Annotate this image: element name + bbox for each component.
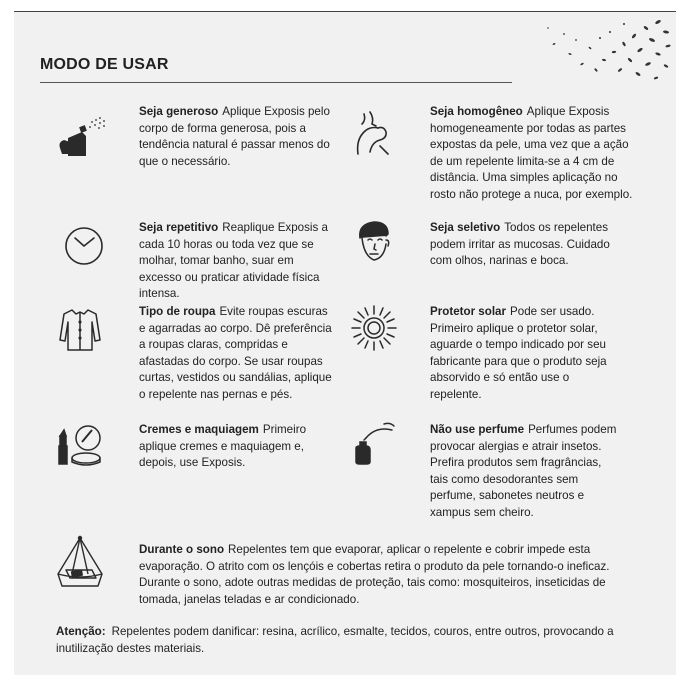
item-text: Evite roupas escuras e agarradas ao corpo. Dê preferência a roupas claras, compridas e afastadas do corpo. Se usar roupas curtas, vestidos ou sandálias, aplique o repelente nas pernas e pés. bbox=[139, 305, 332, 401]
list-item bbox=[430, 422, 622, 521]
mosquito-net-icon bbox=[52, 534, 108, 590]
list-item bbox=[139, 304, 335, 403]
list-item bbox=[139, 422, 335, 472]
perfume-bottle-icon bbox=[346, 414, 402, 470]
item-text: Todos os repelentes podem irritar as mucosas. Cuidado com olhos, narinas e boca. bbox=[430, 221, 610, 267]
item-text: Aplique Exposis homogeneamente por todas as partes expostas da pele, uma vez que a ação de um repelente limita-se a 4 cm de distância. Uma simples aplicação no rosto não protege a nuca, por exemplo. bbox=[430, 105, 633, 201]
item-heading: Seja repetitivo bbox=[139, 221, 219, 234]
item-heading: Seja generoso bbox=[139, 105, 219, 118]
item-heading: Não use perfume bbox=[430, 423, 525, 436]
item-heading: Seja homogêneo bbox=[430, 105, 523, 118]
item-text: Perfumes podem provocar alergias e atrair insetos. Prefira produtos sem fragrâncias, tais como desodorantes sem perfume, sabonetes neutros e xampus sem cheiro. bbox=[430, 423, 617, 519]
item-text: Pode ser usado. Primeiro aplique o protetor solar, aguarde o tempo indicado por seu fabricante para que o produto seja absorvido e só então use o repelente. bbox=[430, 305, 607, 401]
sun-icon bbox=[346, 300, 402, 356]
face-icon bbox=[346, 214, 402, 270]
attention-text: Repelentes podem danificar: resina, acrílico, esmalte, tecidos, couros, entre outros, provocando a inutilização destes materiais. bbox=[56, 625, 614, 655]
item-heading: Protetor solar bbox=[430, 305, 507, 318]
section-title: MODO DE USAR bbox=[40, 56, 169, 73]
list-item bbox=[430, 104, 634, 203]
shirt-icon bbox=[52, 300, 108, 356]
list-item bbox=[139, 220, 335, 303]
item-text: Aplique Exposis pelo corpo de forma generosa, pois a tendência natural é passar menos do que o necessário. bbox=[139, 105, 330, 168]
scattered-leaves-decoration bbox=[540, 14, 676, 84]
clock-icon bbox=[56, 216, 112, 272]
list-item bbox=[139, 542, 643, 608]
title-divider bbox=[40, 82, 512, 83]
item-heading: Tipo de roupa bbox=[139, 305, 216, 318]
item-text: Primeiro aplique cremes e maquiagem e, depois, use Exposis. bbox=[139, 423, 307, 469]
item-text: Repelentes tem que evaporar, aplicar o repelente e cobrir impede esta evaporação. O atrito com os lençóis e cobertas retira o produto da pele tornando-o ineficaz. Durante o sono, adote outras medidas de proteção, tais como: mosquiteiros, inseticidas de tomada, janelas teladas e ar condicionado. bbox=[139, 543, 610, 606]
item-text: Reaplique Exposis a cada 10 horas ou toda vez que se molhar, tomar banho, suar em excesso ou praticar atividade física intensa. bbox=[139, 221, 328, 300]
arm-applying-icon bbox=[344, 104, 400, 160]
makeup-icon bbox=[52, 416, 108, 472]
item-heading: Seja seletivo bbox=[430, 221, 501, 234]
attention-note bbox=[56, 624, 646, 657]
list-item bbox=[139, 104, 335, 170]
list-item bbox=[430, 220, 634, 270]
attention-label: Atenção: bbox=[56, 625, 106, 638]
item-heading: Durante o sono bbox=[139, 543, 225, 556]
list-item bbox=[430, 304, 622, 403]
spray-can-icon bbox=[52, 108, 108, 164]
item-heading: Cremes e maquiagem bbox=[139, 423, 259, 436]
